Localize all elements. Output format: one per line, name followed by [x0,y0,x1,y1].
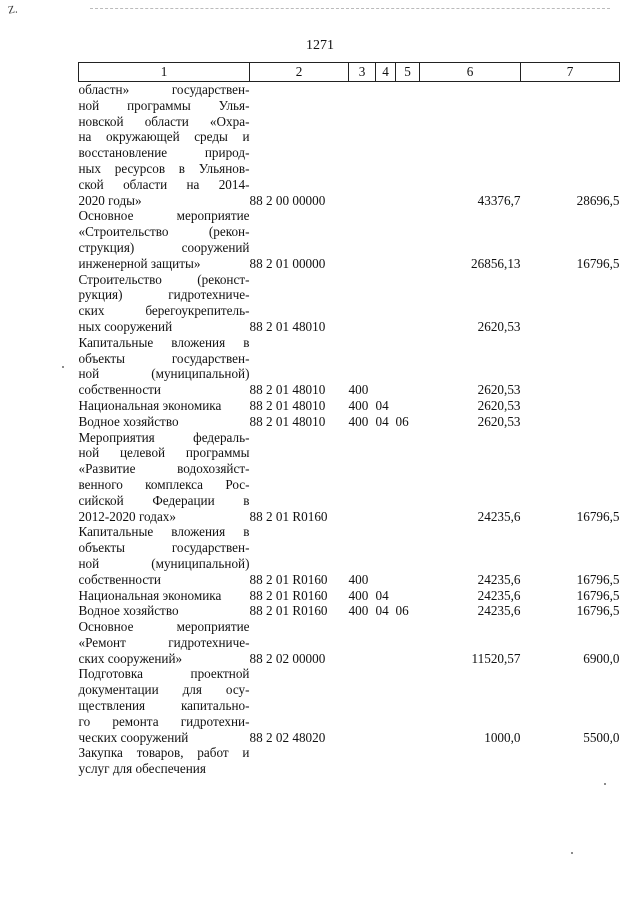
row-value-6: 24235,6 [477,508,521,524]
row-name: Мероприятия федераль- ной целевой программы «Развитие водохозяйст- венного комплекса Рос- сийской Федерации в 2012-2020 годах» [78,429,250,524]
row-col4: 04 [375,397,389,413]
row-col3 [349,619,376,666]
row-value-7 [521,414,620,430]
row-code: 88 2 01 R0160 [249,508,328,524]
header-row [79,63,620,82]
row-name: Закупка товаров, работ и услуг для обеспечения [78,745,250,777]
row-value-7 [521,398,620,414]
scan-mark: Z. [7,3,19,17]
row-value-6: 24235,6 [477,571,521,587]
row-col4: 04 [375,413,389,429]
table-row [79,208,620,271]
table-row [79,82,620,209]
table-row [79,745,620,777]
row-code: 88 2 01 00000 [249,255,326,271]
row-col5 [396,745,420,777]
row-col4 [376,208,396,271]
table-row [79,430,620,525]
row-code: 88 2 01 R0160 [249,603,328,619]
row-value-6: 2620,53 [477,413,521,429]
row-value-6: 2620,53 [477,397,521,413]
row-code: 88 2 01 48010 [249,382,326,398]
row-col4 [376,430,396,525]
row-value-7 [521,745,620,777]
row-col4 [376,82,396,209]
row-col4 [376,745,396,777]
row-name: Капитальные вложения в объекты государствен- ной (муниципальной) собственности [78,334,250,398]
row-code: 88 2 02 00000 [249,650,326,666]
row-col5 [396,619,420,666]
row-value-7: 16796,5 [576,508,620,524]
row-value-7 [521,272,620,335]
table-body [79,82,620,778]
row-code: 88 2 01 R0160 [249,587,328,603]
row-col3 [349,430,376,525]
table-row [79,414,620,430]
row-value-6: 43376,7 [477,192,521,208]
scan-speck [571,852,573,854]
row-col3 [349,745,376,777]
row-col3: 400 [348,587,369,603]
row-code: 88 2 00 00000 [249,192,326,208]
row-value-7: 5500,0 [583,729,620,745]
row-value-6: 2620,53 [477,382,521,398]
col-header-1: 1 [79,63,250,82]
row-col4: 04 [375,587,389,603]
row-col3 [349,666,376,745]
row-col3 [349,208,376,271]
row-value-6: 26856,13 [471,255,521,271]
row-value-6: 1000,0 [484,729,521,745]
row-col4 [376,666,396,745]
row-value-7 [521,335,620,398]
table-row [79,619,620,666]
row-col4 [376,272,396,335]
row-col5 [396,430,420,525]
row-value-6: 2620,53 [477,318,521,334]
row-col3: 400 [348,413,369,429]
page-number: 1271 [306,38,334,53]
row-name: Водное хозяйство [78,413,179,429]
row-col3 [349,272,376,335]
row-name: Национальная экономика [78,587,222,603]
table-row [79,524,620,587]
row-col5 [396,272,420,335]
row-col3: 400 [348,603,369,619]
row-col5 [396,208,420,271]
row-col4 [376,619,396,666]
row-col5 [396,588,420,604]
row-col3 [349,82,376,209]
row-col5 [396,524,420,587]
row-col5 [396,398,420,414]
row-value-7: 6900,0 [583,650,620,666]
table-row [79,603,620,619]
row-value-7: 28696,5 [576,192,620,208]
row-value-6 [420,745,521,777]
row-col3: 400 [348,397,369,413]
row-name: областн» государствен- ной программы Улья- новской области «Охра- на окружающей среды и восстановление природ- ных ресурсов в Ульянов- ской области на 2014- 2020 годы» [78,82,250,208]
col-header-4: 4 [376,63,396,82]
col-header-3: 3 [349,63,376,82]
row-name: Капитальные вложения в объекты государствен- ной (муниципальной) собственности [78,524,250,587]
row-value-6: 24235,6 [477,587,521,603]
row-col4 [376,335,396,398]
row-col5 [396,666,420,745]
row-value-7: 16796,5 [576,255,620,271]
row-col4: 04 [375,603,389,619]
row-name: Основное мероприятие «Ремонт гидротехниче- ских сооружений» [78,619,250,666]
row-value-7: 16796,5 [576,603,620,619]
row-value-7: 16796,5 [576,587,620,603]
table-row [79,398,620,414]
row-col3: 400 [348,571,369,587]
row-name: Национальная экономика [78,397,222,413]
row-value-7: 16796,5 [576,571,620,587]
row-code: 88 2 02 48020 [249,729,326,745]
scan-speck [604,783,606,785]
col-header-6: 6 [420,63,521,82]
table-row [79,272,620,335]
row-code: 88 2 01 48010 [249,397,326,413]
row-name: Водное хозяйство [78,603,179,619]
col-header-2: 2 [250,63,349,82]
scan-artifact-line [90,8,610,9]
row-value-6: 11520,57 [471,650,521,666]
col-header-7: 7 [521,63,620,82]
row-col3: 400 [348,382,369,398]
row-value-6: 24235,6 [477,603,521,619]
row-col5 [396,82,420,209]
row-code: 88 2 01 R0160 [249,571,328,587]
table-row [79,588,620,604]
table-row [79,335,620,398]
row-name: Строительство (реконст- рукция) гидротехниче- ских берегоукрепитель- ных сооружений [78,271,250,334]
row-col5: 06 [395,603,409,619]
scan-speck [62,366,64,368]
row-code [250,745,349,777]
row-code: 88 2 01 48010 [249,413,326,429]
row-col5: 06 [395,413,409,429]
row-name: Подготовка проектной документации для осу- ществления капитально- го ремонта гидротехни- ческих сооружений [78,666,250,745]
row-code: 88 2 01 48010 [249,318,326,334]
row-col5 [396,335,420,398]
table-row [79,666,620,745]
col-header-5: 5 [396,63,420,82]
budget-table [78,62,620,777]
row-name: Основное мероприятие «Строительство (рекон- струкция) сооружений инженерной защиты» [78,208,250,271]
row-col4 [376,524,396,587]
